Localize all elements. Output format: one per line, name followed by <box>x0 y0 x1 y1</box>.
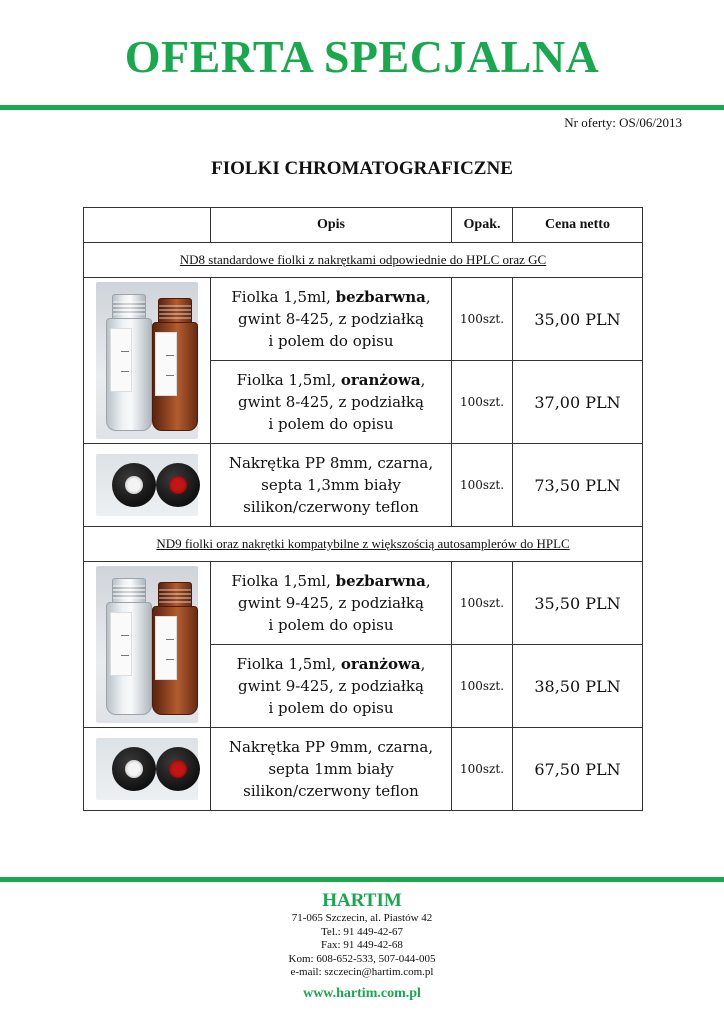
desc-line3: i polem do opisu <box>268 332 394 350</box>
desc-line1-suffix: , <box>425 288 431 306</box>
cap-red-septa-image <box>156 463 200 507</box>
vials-photo <box>96 282 198 439</box>
table-row <box>84 562 643 645</box>
company-phone: Tel.: 91 449-42-67 <box>320 925 404 938</box>
desc-line3: silikon/czerwony teflon <box>243 498 419 516</box>
amber-vial-image <box>152 582 196 715</box>
desc-line1-prefix: Fiolka 1,5ml, <box>236 655 341 673</box>
desc-line1-prefix: Fiolka 1,5ml, <box>236 371 341 389</box>
desc-line3: i polem do opisu <box>268 699 394 717</box>
item-pack: 100szt. <box>452 645 513 728</box>
desc-line1-suffix: , <box>420 371 426 389</box>
caps-photo-cell <box>84 444 211 527</box>
cap-red-septa-image <box>156 747 200 791</box>
desc-line1-prefix: Fiolka 1,5ml, <box>231 572 336 590</box>
item-description <box>211 562 452 645</box>
company-fax: Fax: 91 449-42-68 <box>321 939 403 951</box>
cap-white-septa-image <box>112 463 156 507</box>
item-pack: 100szt. <box>452 728 513 811</box>
item-pack: 100szt. <box>452 562 513 645</box>
item-price: 73,50 PLN <box>513 444 643 527</box>
company-address: 71-065 Szczecin, al. Piastów 42 <box>291 912 433 924</box>
desc-line2: septa 1mm biały <box>268 760 394 778</box>
company-website: www.hartim.com.pl <box>303 986 421 1001</box>
table-header-row <box>84 208 643 243</box>
header-description: Opis <box>211 208 452 243</box>
bottom-divider <box>0 877 724 882</box>
caps-photo <box>96 738 198 800</box>
item-description <box>211 444 452 527</box>
item-description <box>211 361 452 444</box>
item-pack: 100szt. <box>452 361 513 444</box>
desc-line1-suffix: , <box>425 572 431 590</box>
clear-vial-image <box>106 294 150 431</box>
desc-line2: gwint 8-425, z podziałką <box>238 310 424 328</box>
item-price: 35,50 PLN <box>513 562 643 645</box>
desc-line1-prefix: Nakrętka PP 9mm, czarna, <box>228 738 434 756</box>
vials-photo-cell <box>84 562 211 728</box>
desc-line3: i polem do opisu <box>268 616 394 634</box>
offer-number: Nr oferty: OS/06/2013 <box>564 115 682 130</box>
desc-line2: septa 1,3mm biały <box>261 476 401 494</box>
offer-title: OFERTA SPECJALNA <box>124 31 600 82</box>
desc-line1-prefix: Nakrętka PP 8mm, czarna, <box>228 454 434 472</box>
table-row <box>84 444 643 527</box>
caps-photo <box>96 454 198 516</box>
item-price: 35,00 PLN <box>513 278 643 361</box>
company-name: HARTIM <box>322 890 402 911</box>
caps-photo-cell <box>84 728 211 811</box>
desc-line3: i polem do opisu <box>268 415 394 433</box>
item-description <box>211 278 452 361</box>
top-divider <box>0 105 724 110</box>
amber-vial-image <box>152 298 196 431</box>
company-mobile: Kom: 608-652-533, 507-044-005 <box>288 952 436 965</box>
desc-line2: gwint 8-425, z podziałką <box>238 393 424 411</box>
section-row <box>84 527 643 562</box>
header-image <box>84 208 211 243</box>
cap-white-septa-image <box>112 747 156 791</box>
desc-line1-bold: oranżowa <box>340 371 421 389</box>
desc-line2: gwint 9-425, z podziałką <box>238 677 424 695</box>
item-description <box>211 645 452 728</box>
section-title-nd9: ND9 fiolki oraz nakrętki kompatybilne z większością autosamplerów do HPLC <box>84 527 643 562</box>
section-title-nd8: ND8 standardowe fiolki z nakrętkami odpowiednie do HPLC oraz GC <box>84 243 643 278</box>
product-category-title: FIOLKI CHROMATOGRAFICZNE <box>211 158 513 179</box>
item-description <box>211 728 452 811</box>
desc-line3: silikon/czerwony teflon <box>243 782 419 800</box>
item-pack: 100szt. <box>452 444 513 527</box>
vials-photo <box>96 566 198 723</box>
company-contact <box>0 912 724 980</box>
desc-line1-bold: bezbarwna <box>335 288 426 306</box>
header-price: Cena netto <box>513 208 643 243</box>
desc-line2: gwint 9-425, z podziałką <box>238 594 424 612</box>
company-email: e-mail: szczecin@hartim.com.pl <box>290 966 434 978</box>
desc-line1-suffix: , <box>420 655 426 673</box>
item-pack: 100szt. <box>452 278 513 361</box>
item-price: 37,00 PLN <box>513 361 643 444</box>
header-pack: Opak. <box>452 208 513 243</box>
table-row <box>84 728 643 811</box>
section-row <box>84 243 643 278</box>
desc-line1-bold: bezbarwna <box>335 572 426 590</box>
item-price: 38,50 PLN <box>513 645 643 728</box>
table-row <box>84 278 643 361</box>
price-table <box>83 207 643 811</box>
item-price: 67,50 PLN <box>513 728 643 811</box>
clear-vial-image <box>106 578 150 715</box>
vials-photo-cell <box>84 278 211 444</box>
desc-line1-prefix: Fiolka 1,5ml, <box>231 288 336 306</box>
desc-line1-bold: oranżowa <box>340 655 421 673</box>
